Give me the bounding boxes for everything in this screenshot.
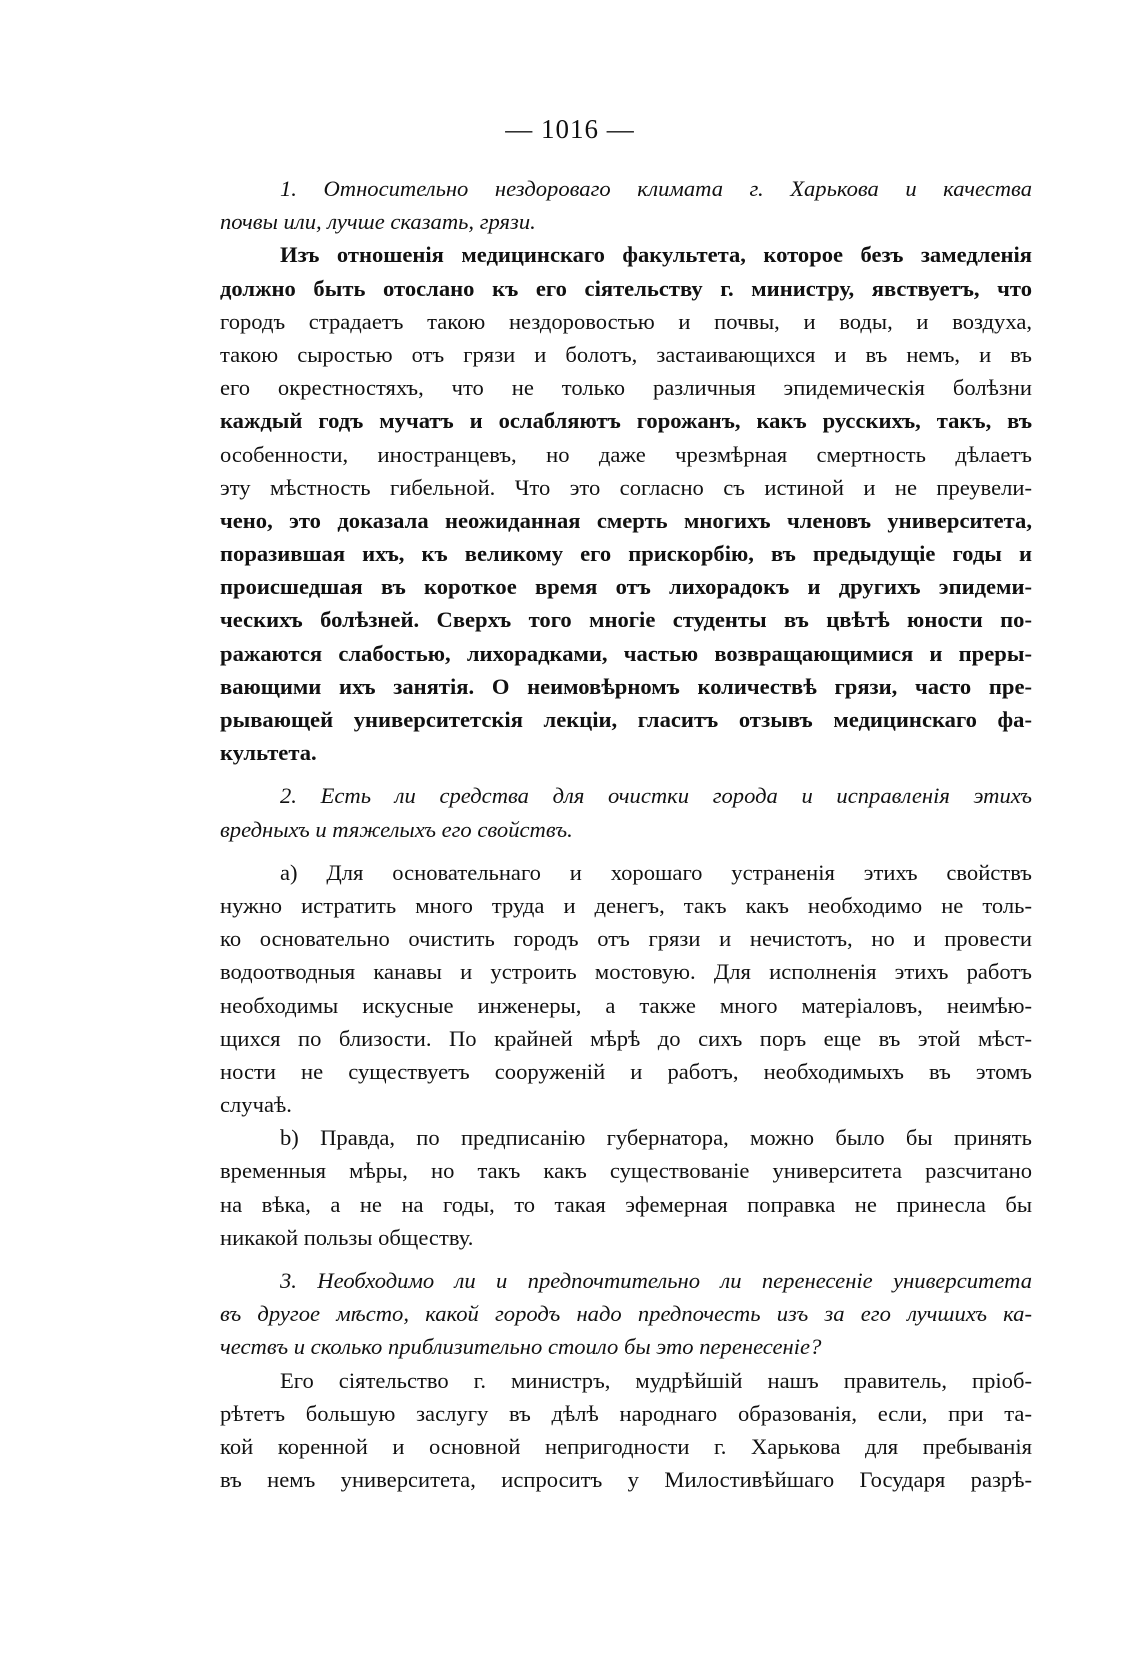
text-line: поразившая ихъ, къ великому его прискорбію, въ предыдущіе годы и [220,541,1032,567]
text-line: городъ страдаетъ такою нездоровостью и почвы, и воды, и воздуха, [220,308,1032,334]
text-line: случаѣ. [220,1092,292,1118]
paragraph-gap [220,1254,1032,1264]
page-number: — 1016 — [505,114,635,144]
text-line: должно быть отослано къ его сіятельству г. министру, явствуетъ, что [220,275,1032,301]
text-line: ко основательно очистить городъ отъ грязи и нечистотъ, но и провести [220,926,1032,952]
text-line: никакой пользы обществу. [220,1224,474,1250]
text-line: 1. Относительно нездороваго климата г. Харькова и качества [280,176,1032,201]
text-line: вредныхъ и тяжелыхъ его свойствъ. [220,816,573,842]
text-line: особенности, иностранцевъ, но даже чрезмѣрная смертность дѣлаетъ [220,441,1032,467]
text-line: ражаются слабостью, лихорадками, частью возвращающимися и преры- [220,640,1032,666]
text-line: a) Для основательнаго и хорошаго устраненія этихъ свойствъ [280,859,1032,885]
paragraph-gap [220,846,1032,856]
text-line: ческихъ болѣзней. Сверхъ того многіе студенты въ цвѣтѣ юности по- [220,607,1032,633]
text-line: чествъ и сколько приблизительно стоило бы это перенесеніе? [220,1334,822,1360]
text-line: на вѣка, а не на годы, то такая эфемерная поправка не принесла бы [220,1191,1032,1217]
text-line: культета. [220,740,317,766]
text-line: временныя мѣры, но такъ какъ существованіе университета разсчитано [220,1158,1032,1184]
text-line: вающими ихъ занятія. О неимовѣрномъ количествѣ грязи, часто пре- [220,673,1032,699]
text-line: 3. Необходимо ли и предпочтительно ли перенесеніе университета [280,1268,1032,1293]
text-line: рывающей университетскія лекціи, гласитъ отзывъ медицинскаго фа- [220,707,1032,732]
paragraph-gap [220,769,1032,779]
text-line: ности не существуетъ сооруженій и работъ, необходимыхъ въ этомъ [220,1058,1032,1084]
text-line: Его сіятельство г. министръ, мудрѣйшій нашъ правитель, пріоб- [280,1367,1032,1393]
text-line: нужно истратить много труда и денегъ, такъ какъ необходимо не толь- [220,892,1032,918]
text-line: рѣтетъ большую заслугу въ дѣлѣ народнаго образованія, если, при та- [220,1400,1032,1426]
text-line: Изъ отношенія медицинскаго факультета, которое безъ замедленія [280,242,1032,268]
body-text [220,172,1032,1496]
text-line: b) Правда, по предписанію губернатора, можно было бы принять [280,1125,1032,1151]
text-line: его окрестностяхъ, что не только различныя эпидемическія болѣзни [220,375,1032,401]
text-line: кой коренной и основной непригодности г. Харькова для пребыванія [220,1433,1032,1459]
text-line: водоотводныя канавы и устроить мостовую. Для исполненія этихъ работъ [220,959,1032,985]
text-line: необходимы искусные инженеры, а также много матеріаловъ, неимѣю- [220,992,1032,1018]
text-line: каждый годъ мучатъ и ослабляютъ горожанъ, какъ русскихъ, такъ, въ [220,408,1032,434]
text-line: 2. Есть ли средства для очистки города и исправленія этихъ [280,783,1032,809]
text-line: чено, это доказала неожиданная смерть многихъ членовъ университета, [220,507,1032,533]
text-line: въ другое мѣсто, какой городъ надо предпочесть изъ за его лучшихъ ка- [220,1301,1032,1327]
text-line: щихся по близости. По крайней мѣрѣ до сихъ поръ еще въ этой мѣст- [220,1025,1032,1051]
text-line: въ немъ университета, испроситъ у Милостивѣйшаго Государя разрѣ- [220,1467,1032,1493]
text-line: происшедшая въ короткое время отъ лихорадокъ и другихъ эпидеми- [220,574,1032,600]
text-line: эту мѣстность гибельной. Что это согласно съ истиной и не преувели- [220,474,1032,500]
text-line: почвы или, лучше сказать, грязи. [220,209,536,235]
text-line: такою сыростью отъ грязи и болотъ, застаивающихся и въ немъ, и въ [220,341,1032,367]
